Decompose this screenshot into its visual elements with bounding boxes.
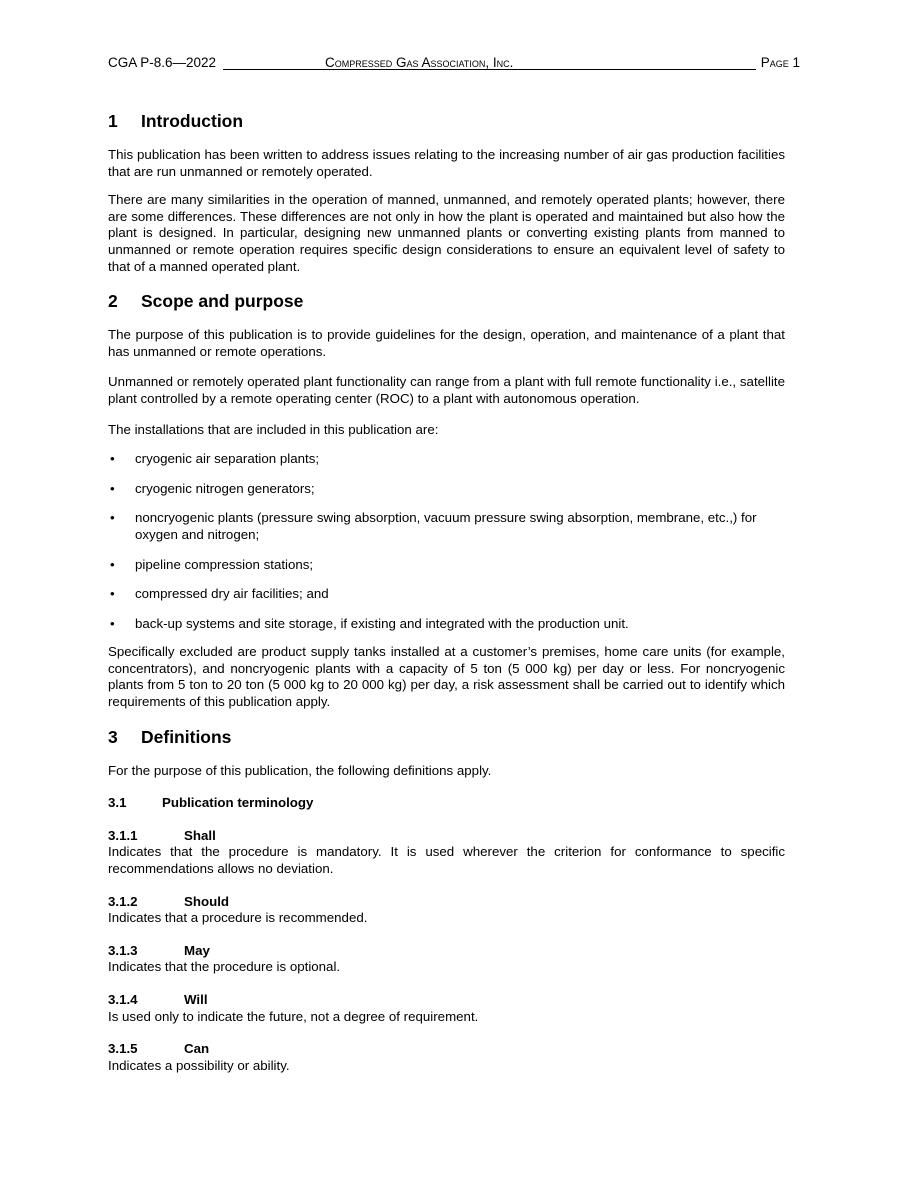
term-name: Will [184,992,208,1007]
paragraph: Specifically excluded are product supply tanks installed at a customer’s premises, home care units (for example, concentrators), and noncryogenic plants with a capacity of 5 ton (5 000 kg) per day or less. For noncryogenic plants from 5 ton to 20 ton (5 000 kg to 20 000 kg) per day, a risk assessment shall be carried out to identify which requirements of this publication apply. [108,644,785,710]
term-heading [108,1041,785,1058]
term-number: 3.1.1 [108,827,138,843]
document-body [108,109,785,1074]
term-definition: Indicates that the procedure is mandatory. It is used wherever the criterion for conformance to specific recommendations allows no deviation. [108,844,785,877]
term-number: 3.1.5 [108,1041,138,1057]
bullet-icon: • [110,510,115,526]
term-definition: Indicates that the procedure is optional. [108,959,341,975]
installations-list [108,451,785,632]
subsection-number: 3.1 [108,795,127,811]
section-number: 3 [108,726,118,747]
page-header [108,54,800,72]
term-number: 3.1.4 [108,992,138,1007]
organization-name: Compressed Gas Association, Inc. [325,55,514,70]
paragraph: This publication has been written to address issues relating to the increasing number of air gas production facilities that are run unmanned or remotely operated. [108,147,785,179]
subsection-heading [108,795,785,812]
list-item: • compressed dry air facilities; and [110,586,329,602]
paragraph: Unmanned or remotely operated plant functionality can range from a plant with full remote functionality i.e., satellite plant controlled by a remote operating center (ROC) to a plant with autonomous operation. [108,374,785,406]
term-number: 3.1.3 [108,942,138,958]
term-definition: Indicates that a procedure is recommended. [108,910,368,926]
document-id: CGA P-8.6—2022 [108,55,217,70]
section-title: Scope and purpose [141,291,304,312]
bullet-icon: • [110,586,115,602]
list-item: • cryogenic nitrogen generators; [110,480,315,496]
list-item: • cryogenic air separation plants; [110,451,320,467]
section-heading-definitions [108,725,785,749]
list-item: • noncryogenic plants (pressure swing absorption, vacuum pressure swing absorption, membrane, etc.,) for oxygen and nitrogen; [110,510,757,542]
bullet-icon: • [110,556,115,572]
term-definition: Is used only to indicate the future, not a degree of requirement. [108,1008,479,1024]
term-name: Can [184,1041,210,1057]
term-name: Shall [184,827,216,843]
section-heading-scope [108,289,785,313]
subsection-title: Publication terminology [162,795,314,811]
section-heading-introduction [108,109,785,133]
section-title: Introduction [141,111,244,131]
bullet-icon: • [110,480,115,496]
page-number: Page 1 [760,55,800,70]
term-heading [108,943,785,960]
section-number: 2 [108,291,118,312]
term-definition: Indicates a possibility or ability. [108,1057,290,1073]
paragraph: For the purpose of this publication, the following definitions apply. [108,762,492,778]
bullet-icon: • [110,451,115,467]
term-heading [108,828,785,845]
bullet-icon: • [110,615,115,631]
list-item: • back-up systems and site storage, if existing and integrated with the production unit. [110,615,629,631]
term-name: Should [184,893,230,909]
paragraph: There are many similarities in the operation of manned, unmanned, and remotely operated plants; however, there are some differences. These differences are not only in how the plant is operated and maintained but also how the plant is designed. In particular, designing new unmanned plants or converting existing plants from manned to unmanned or remote operation requires specific design considerations to ensure an equivalent level of safety to that of a manned operated plant. [108,192,785,274]
list-item: • pipeline compression stations; [110,556,314,572]
paragraph: The purpose of this publication is to provide guidelines for the design, operation, and maintenance of a plant that has unmanned or remote operations. [108,327,785,359]
section-title: Definitions [141,726,232,747]
term-heading [108,894,785,911]
term-number: 3.1.2 [108,893,138,909]
section-number: 1 [108,111,118,131]
term-name: May [184,942,210,958]
paragraph: The installations that are included in this publication are: [108,421,439,437]
term-heading [108,992,785,1009]
